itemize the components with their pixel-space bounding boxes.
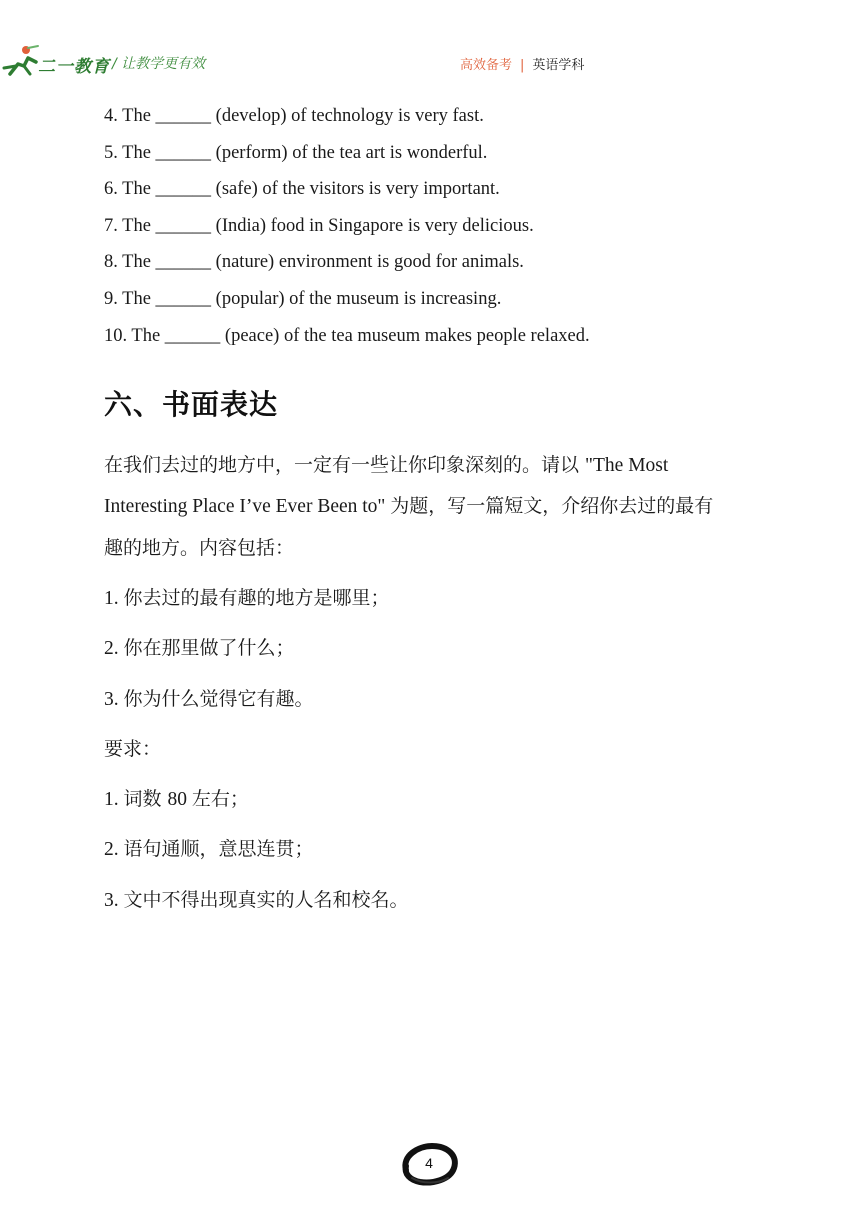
point-number: 1. [104,588,124,609]
point-text: 你在那里做了什么； [123,637,295,659]
point-number: 2. [104,638,124,659]
fill-item: 7. The ______ (India) food in Singapore is very delicious. [104,215,534,236]
point-text: 你为什么觉得它有趣。 [123,688,314,710]
prompt-line-3: 趣的地方。内容包括： [104,537,295,559]
subject-label: 英语学科 [532,58,585,73]
prompt-text: 在我们去过的地方中，一定有一些让你印象深刻的。请以 [104,454,586,476]
requirements-label: 要求： [104,738,162,760]
header-subject-info [460,54,584,73]
fill-item: 8. The ______ (nature) environment is good for animals. [104,252,524,273]
requirement-text: 语句通顺，意思连贯； [123,838,314,860]
requirement-number: 2. [104,839,124,860]
fill-item: 10. The ______ (peace) of the tea museum makes people relaxed. [104,325,590,346]
page-number [398,1140,460,1188]
point-number: 3. [104,689,124,710]
fill-item: 9. The ______ (popular) of the museum is increasing. [104,288,502,309]
fill-item: 4. The ______ (develop) of technology is very fast. [104,106,484,126]
requirement-text-en: 80 [167,789,192,810]
content-point [104,684,314,711]
prompt-text-en: "The Most [585,455,669,476]
prompt-line-2 [104,491,713,518]
exam-label: 高效备考 [460,58,513,73]
page-number-text: 4 [425,1155,433,1171]
requirement-text: 文中不得出现真实的人名和校名。 [123,889,409,911]
prompt-line-1 [104,450,668,477]
requirement-item [104,885,409,912]
header-separator: | [520,58,525,73]
prompt-text-en: Interesting Place I’ve Ever Been to" [104,496,391,517]
section-title: 六、书面表达 [104,388,279,421]
page-header [0,0,860,90]
requirement-text: 词数 [123,788,168,810]
brand-logo [2,44,112,78]
slogan: / 让教学更有效 [112,56,206,72]
requirement-number: 3. [104,890,124,911]
runner-icon [2,44,42,78]
requirement-item [104,784,249,811]
fill-item: 5. The ______ (perform) of the tea art is wonderful. [104,142,488,163]
point-text: 你去过的最有趣的地方是哪里； [123,587,390,609]
requirement-item [104,834,314,861]
fill-item: 6. The ______ (safe) of the visitors is very important. [104,179,500,200]
logo-text: 二一教育 [38,57,110,77]
prompt-text: 为题，写一篇短文，介绍你去过的最有 [390,495,714,517]
fill-in-list [104,104,590,360]
content-point [104,583,390,610]
content-point [104,633,295,660]
requirement-number: 1. [104,789,124,810]
requirement-text: 左右； [191,788,249,810]
